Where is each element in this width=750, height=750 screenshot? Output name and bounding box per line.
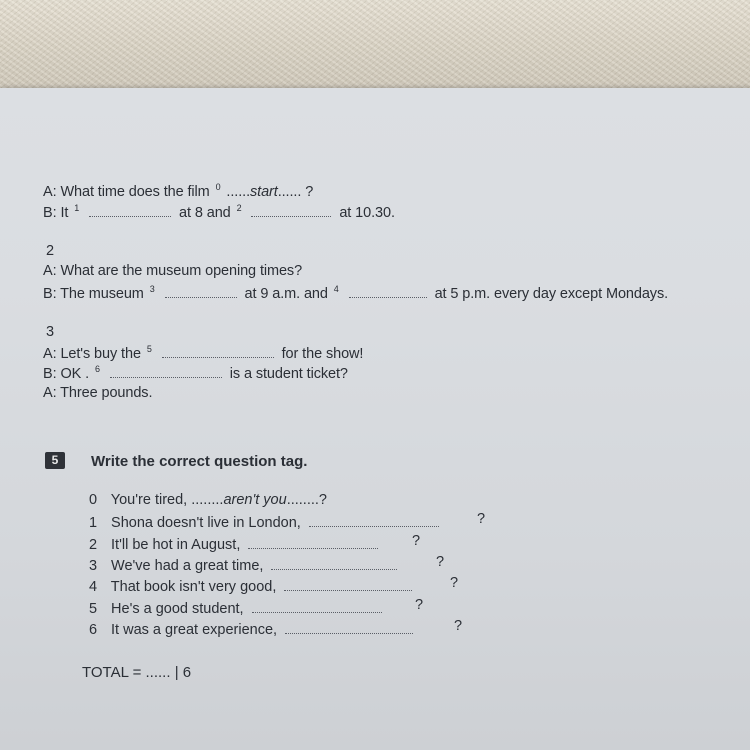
answer-gap[interactable] (248, 536, 378, 549)
gap-number: 3 (149, 284, 155, 294)
answer-gap-4[interactable] (349, 285, 427, 298)
item-text: He's a good student, (111, 601, 244, 617)
example-answer: aren't you (223, 492, 287, 508)
question-item-0 (89, 492, 327, 508)
dialogue-text: It (60, 205, 69, 221)
gap-number: 2 (236, 203, 242, 213)
total-max: | 6 (174, 664, 192, 681)
dialogue-3-line-a2 (43, 385, 152, 401)
dialogue-text: What time does the film (60, 184, 210, 200)
dialogue-text: OK . (60, 366, 90, 382)
question-mark: ? (436, 554, 445, 570)
dialogue-text: at 5 p.m. every day except Mondays. (434, 286, 669, 302)
question-mark: ? (412, 533, 421, 549)
total-label: TOTAL = (82, 664, 142, 681)
gap-number: 0 (215, 182, 221, 192)
question-mark: ? (450, 575, 459, 591)
dialogue-3-line-a (43, 344, 363, 362)
answer-gap-6[interactable] (110, 365, 222, 378)
dialogue-text: The museum (60, 286, 144, 302)
item-number: 2 (89, 537, 98, 553)
speaker-label: B: (43, 286, 57, 302)
speaker-label: A: (43, 346, 57, 362)
gap-number: 4 (333, 284, 339, 294)
gap-number: 1 (74, 203, 80, 213)
dialogue-text: at 10.30. (339, 205, 395, 221)
answer-gap[interactable] (285, 621, 413, 634)
speaker-label: B: (43, 366, 57, 382)
total-score (82, 664, 191, 681)
gap-number: 6 (94, 364, 100, 374)
question-item-3 (89, 557, 401, 574)
exercise-title: Write the correct question tag. (91, 453, 308, 470)
item-text: We've had a great time, (111, 558, 264, 574)
item-text: That book isn't very good, (110, 579, 277, 595)
dialogue-text: Let's buy the (60, 346, 141, 362)
dialogue-text: at 9 a.m. and (244, 286, 328, 302)
answer-gap-1[interactable] (89, 204, 171, 217)
item-text: It'll be hot in August, (111, 537, 241, 553)
question-item-5 (89, 600, 386, 617)
speaker-label: B: (43, 205, 57, 221)
dialogue-2-line-a (43, 263, 302, 279)
gap-number: 5 (146, 344, 152, 354)
item-number: 3 (89, 558, 98, 574)
item-text: You're tired, (110, 492, 188, 508)
question-mark: ? (305, 184, 314, 200)
dialogue-text: at 8 and (179, 205, 231, 221)
question-mark: ? (318, 492, 327, 508)
answer-gap-0: ......start...... (226, 184, 302, 200)
dialogue-1-line-a (43, 182, 313, 200)
item-number: 4 (89, 579, 98, 595)
answer-gap-2[interactable] (251, 204, 331, 217)
item-number: 1 (89, 515, 98, 531)
dialogue-2-line-b (43, 284, 668, 302)
item-number: 6 (89, 622, 98, 638)
dialogue-text: What are the museum opening times? (60, 263, 303, 279)
dialogue-number: 2 (46, 243, 55, 259)
question-mark: ? (415, 597, 424, 613)
example-answer: start (250, 184, 278, 200)
question-item-6 (89, 621, 417, 638)
dialogue-number: 3 (46, 324, 55, 340)
answer-gap[interactable] (284, 578, 412, 591)
item-number: 5 (89, 601, 98, 617)
answer-gap[interactable] (309, 514, 439, 527)
score-gap[interactable]: ...... (145, 664, 171, 681)
dialogue-1-line-b (43, 203, 395, 221)
answer-gap-3[interactable] (165, 285, 237, 298)
question-item-1 (89, 514, 443, 531)
speaker-label: A: (43, 263, 57, 279)
question-mark: ? (477, 511, 486, 527)
question-item-2 (89, 536, 382, 553)
question-item-4 (89, 578, 416, 595)
item-number: 0 (89, 492, 98, 508)
dialogue-text: for the show! (281, 346, 364, 362)
item-text: Shona doesn't live in London, (111, 515, 301, 531)
answer-gap[interactable] (252, 600, 382, 613)
answer-gap[interactable] (271, 557, 397, 570)
dialogue-3-line-b (43, 364, 348, 382)
dialogue-text: is a student ticket? (229, 366, 348, 382)
answer-gap-5[interactable] (162, 345, 274, 358)
question-mark: ? (454, 618, 463, 634)
exercise-number-badge: 5 (45, 452, 65, 469)
dialogue-text: Three pounds. (60, 385, 153, 401)
example-answer-gap: ........aren't you........ (191, 492, 319, 508)
speaker-label: A: (43, 385, 57, 401)
speaker-label: A: (43, 184, 57, 200)
item-text: It was a great experience, (111, 622, 278, 638)
